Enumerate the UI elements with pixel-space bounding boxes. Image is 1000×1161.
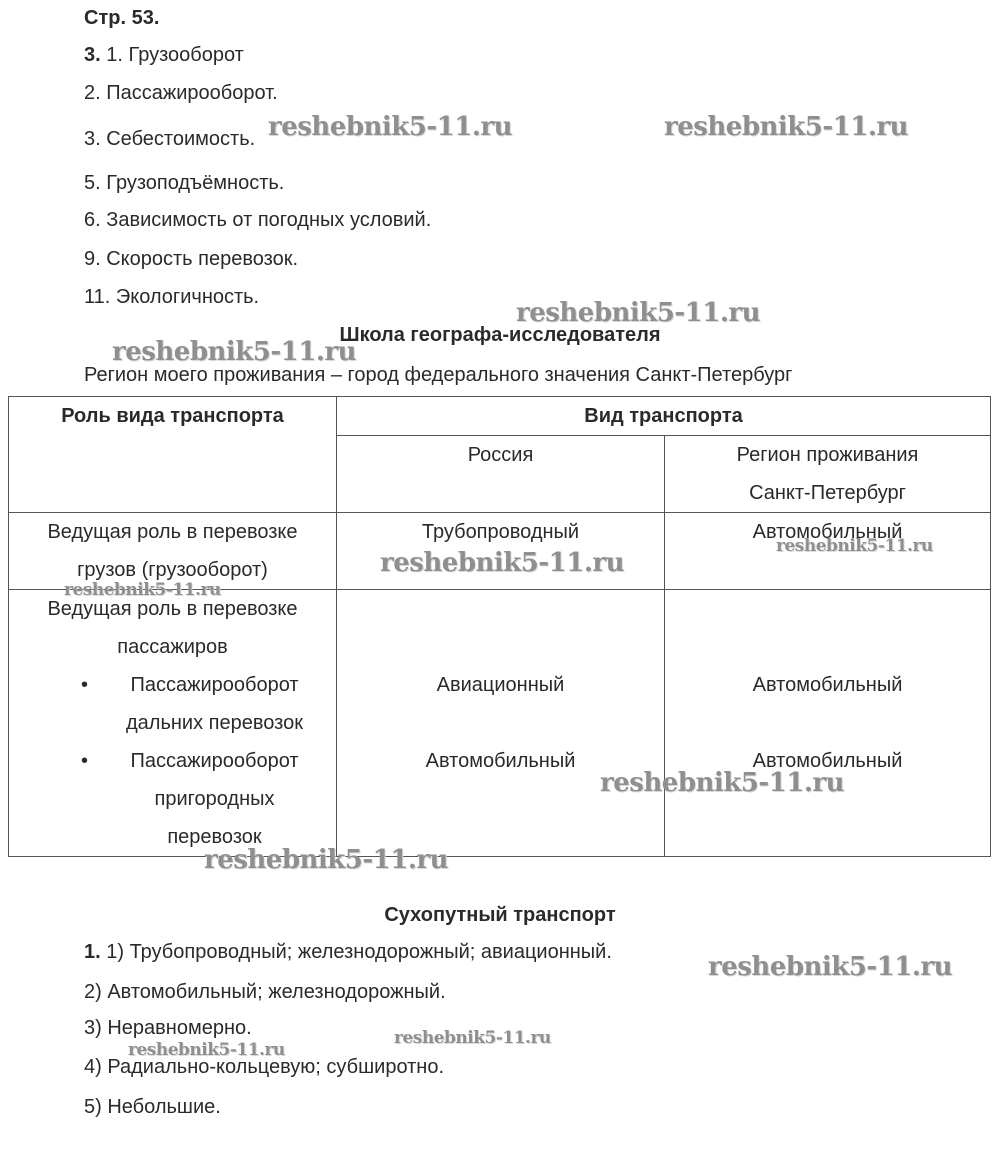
cell-value: Автомобильный	[752, 750, 903, 772]
watermark-text: reshebnik5-11.ru	[708, 952, 953, 982]
bullet-item	[15, 742, 330, 856]
russia-cell-freight	[337, 513, 665, 590]
region-cell-passenger	[665, 590, 991, 857]
transport-type-header	[337, 397, 991, 436]
bullet-text: дальних перевозок	[126, 712, 303, 734]
task3-item: 9. Скорость перевозок.	[84, 248, 299, 270]
watermark-text: reshebnik5-11.ru	[268, 112, 513, 142]
role-cell-passenger	[9, 590, 337, 857]
region-header	[665, 436, 991, 513]
cell-value: Автомобильный	[425, 750, 576, 772]
watermark-text: reshebnik5-11.ru	[128, 1040, 285, 1060]
bullet-item	[15, 666, 330, 742]
cell-value: Авиационный	[436, 674, 565, 696]
transport-table	[8, 396, 991, 857]
bullet-text: • Пассажирооборот	[130, 674, 299, 696]
bullet-text: • Пассажирооборот	[130, 750, 299, 772]
watermark-text: reshebnik5-11.ru	[600, 768, 845, 798]
role-header-text: Роль вида транспорта	[61, 405, 284, 427]
task3-item: 5. Грузоподъёмность.	[84, 172, 285, 194]
cell-value: Трубопроводный	[421, 521, 580, 543]
land-transport-title: Сухопутный транспорт	[384, 904, 616, 926]
russia-header	[337, 436, 665, 513]
role-header	[9, 397, 337, 513]
task3-number: 3.	[84, 44, 101, 66]
watermark-text: reshebnik5-11.ru	[380, 548, 625, 578]
watermark-text: reshebnik5-11.ru	[112, 337, 357, 367]
russia-cell-passenger	[337, 590, 665, 857]
watermark-text: reshebnik5-11.ru	[64, 580, 221, 600]
role-cell-freight	[9, 513, 337, 590]
role-text: Ведущая роль в перевозке	[47, 521, 298, 543]
cell-value: Автомобильный	[752, 674, 903, 696]
task3-item: 2. Пассажирооборот.	[84, 82, 278, 104]
role-text: Ведущая роль в перевозке	[47, 598, 298, 620]
region-cell-freight	[665, 513, 991, 590]
region-header-line: Санкт-Петербург	[749, 482, 906, 504]
land-item: 4) Радиально-кольцевую; субширотно.	[84, 1056, 445, 1078]
page-reference: Стр. 53.	[84, 7, 160, 29]
task3-item: 6. Зависимость от погодных условий.	[84, 209, 432, 231]
school-title: Школа географа-исследователя	[339, 324, 661, 346]
russia-header-text: Россия	[467, 444, 534, 466]
land-item: 3) Неравномерно.	[84, 1017, 252, 1039]
transport-type-header-text: Вид транспорта	[584, 405, 743, 427]
land-item: 1) Трубопроводный; железнодорожный; авиационный.	[106, 941, 612, 963]
watermark-text: reshebnik5-11.ru	[394, 1028, 551, 1048]
land-number: 1.	[84, 941, 101, 963]
region-line: Регион моего проживания – город федерального значения Санкт-Петербург	[84, 364, 793, 386]
role-text: грузов (грузооборот)	[77, 559, 268, 581]
bullet-text: пригородных	[154, 788, 275, 810]
task3-item: 3. Себестоимость.	[84, 128, 256, 150]
task3-item: 11. Экологичность.	[84, 286, 260, 308]
task3-line-1	[84, 43, 244, 67]
cell-value: Автомобильный	[752, 521, 903, 543]
land-item: 2) Автомобильный; железнодорожный.	[84, 981, 446, 1003]
watermark-text: reshebnik5-11.ru	[204, 845, 449, 875]
region-header-line: Регион проживания	[736, 444, 919, 466]
task3-item: 1. Грузооборот	[106, 44, 244, 66]
bullet-text: перевозок	[167, 826, 262, 848]
role-text: пассажиров	[117, 636, 228, 658]
watermark-text: reshebnik5-11.ru	[664, 112, 909, 142]
watermark-text: reshebnik5-11.ru	[516, 298, 761, 328]
watermark-text: reshebnik5-11.ru	[776, 536, 933, 556]
land-line-1	[84, 940, 612, 964]
land-item: 5) Небольшие.	[84, 1096, 221, 1118]
